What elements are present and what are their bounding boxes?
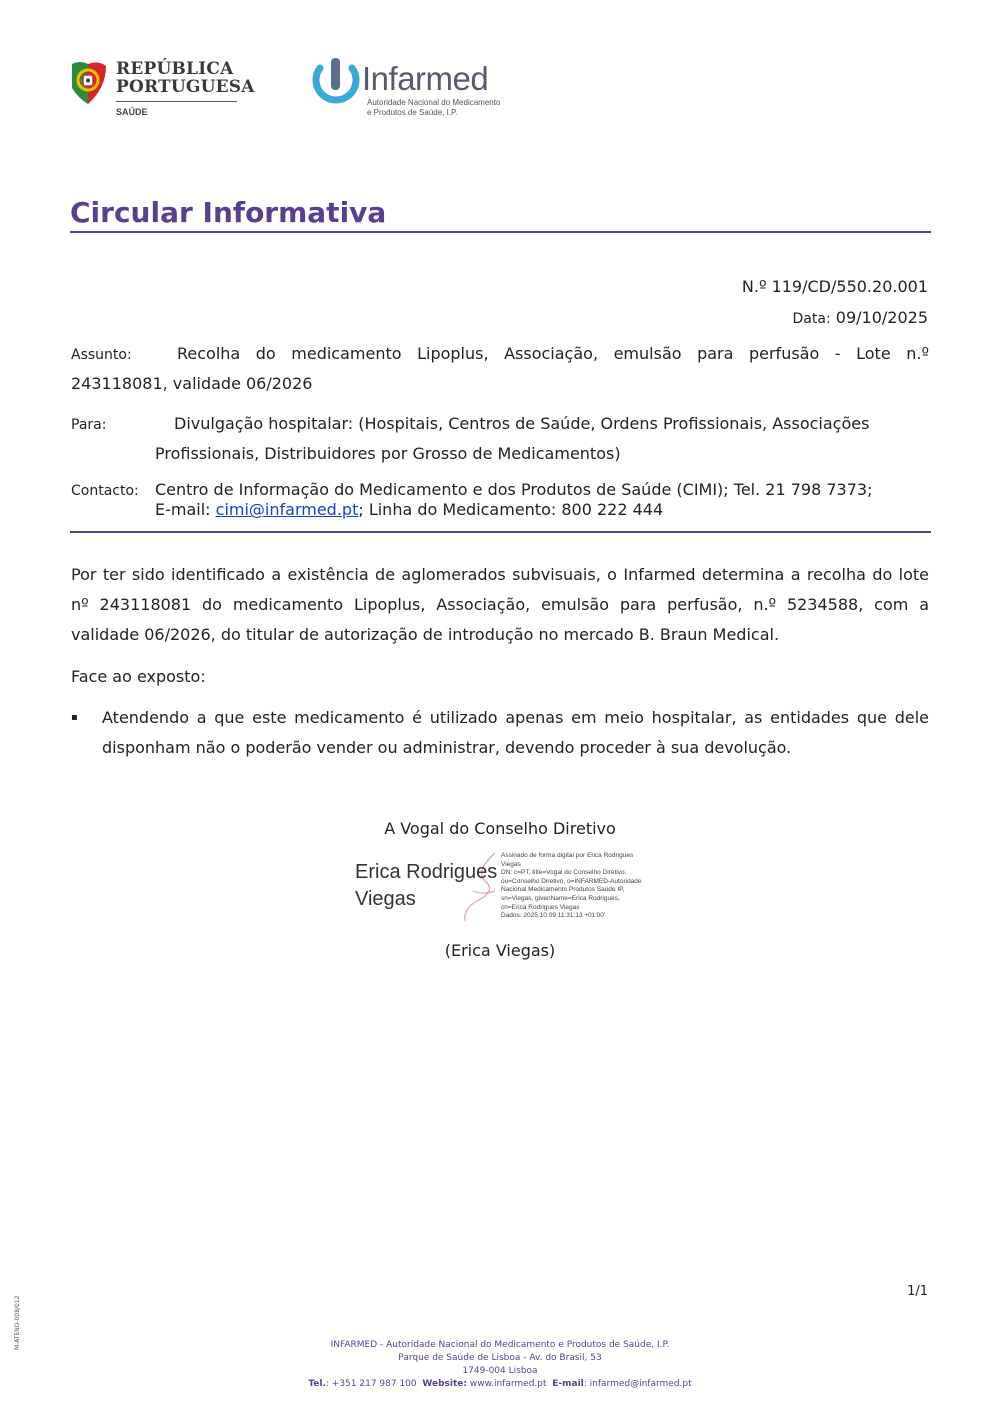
circular-date <box>793 308 928 327</box>
footer-contacts <box>0 1379 1000 1389</box>
rp-logo-sub: SAÚDE <box>116 107 148 117</box>
signature-detail-line: Dados: 2025.10.09 11:31:13 +01'00' <box>501 912 606 920</box>
signature-name-line2: Viegas <box>355 888 416 910</box>
republica-portuguesa-logo <box>70 56 255 122</box>
contacto-label: Contacto: <box>71 483 139 499</box>
signature-detail-line: Viegas <box>501 860 521 868</box>
signature-detail-line: sn=Viegas, givenName=Erica Rodrigues, <box>501 894 620 902</box>
signature-detail-line: Nacional Medicamento Produtos Saúde IP, <box>501 886 625 894</box>
signature-detail-line: DN: c=PT, title=Vogal do Conselho Diretivo, <box>501 869 627 877</box>
footer-email-label: E-mail <box>552 1379 584 1389</box>
bullet-list <box>71 703 929 763</box>
infarmed-logo-tagline1: Autoridade Nacional do Medicamento <box>367 98 501 107</box>
infarmed-logo-name: Infarmed <box>362 60 489 97</box>
form-code: M-ATEND-008/012 <box>14 1295 21 1350</box>
cimi-email-link[interactable]: cimi@infarmed.pt <box>215 500 359 519</box>
email-prefix: E-mail: <box>155 500 216 519</box>
date-value: 09/10/2025 <box>835 308 928 327</box>
rp-logo-divider <box>116 101 237 102</box>
footer-tel-value: : +351 217 987 100 <box>325 1379 417 1389</box>
bullet-text: Atendendo a que este medicamento é utilizado apenas em meio hospitalar, as entidades que dele disponham não o poderão vender ou administrar, devendo proceder à sua devolução. <box>102 708 929 757</box>
header-bottom-divider <box>70 531 931 533</box>
bullet-marker: ▪ <box>71 712 78 723</box>
title-divider <box>70 231 931 233</box>
assunto-text-continued: 243118081, validade 06/2026 <box>71 374 313 393</box>
signature-details <box>501 852 651 921</box>
document-title: Circular Informativa <box>70 196 387 229</box>
para-text-continued: Profissionais, Distribuidores por Grosso de Medicamentos) <box>155 444 621 463</box>
signature-detail-line: cn=Erica Rodrigues Viegas <box>501 903 580 911</box>
list-item <box>71 703 929 763</box>
signature-name-line1: Erica Rodrigues <box>355 861 498 883</box>
assunto-section <box>71 339 929 399</box>
footer-tel-label: Tel. <box>308 1379 326 1389</box>
body-paragraph-1: Por ter sido identificado a existência de aglomerados subvisuais, o Infarmed determina a recolha do lote nº 243118081 do medicamento Lipoplus, Associação, emulsão para perfusão, n.º 5234588, com a validade 06/2026, do titular de autorização de introdução no mercado B. Braun Medical. <box>71 565 929 644</box>
digital-signature <box>355 851 655 923</box>
rp-logo-line2: PORTUGUESA <box>116 77 255 97</box>
portugal-emblem-icon <box>70 58 108 106</box>
signature-name <box>355 859 497 913</box>
signature-detail-line: Assinado de forma digital por Erica Rodrigues <box>501 852 634 859</box>
para-section <box>71 409 929 469</box>
signature-role: A Vogal do Conselho Diretivo <box>384 819 616 838</box>
linha-medicamento: ; Linha do Medicamento: 800 222 444 <box>358 500 664 519</box>
footer-line3: 1749-004 Lisboa <box>462 1366 538 1376</box>
contacto-line1: Centro de Informação do Medicamento e dos Produtos de Saúde (CIMI); Tel. 21 798 7373; <box>155 480 873 499</box>
footer-website-link[interactable]: www.infarmed.pt <box>469 1379 547 1389</box>
contacto-line2 <box>155 500 933 520</box>
footer-line2: Parque de Saúde de Lisboa - Av. do Brasil, 53 <box>398 1353 602 1363</box>
infarmed-logo <box>312 56 502 122</box>
page-number: 1/1 <box>907 1284 928 1299</box>
infarmed-logo-tagline2: e Produtos de Saúde, I.P. <box>367 108 458 117</box>
signature-detail-line: ou=Conselho Diretivo, o=INFARMED-Autoridade <box>501 877 642 885</box>
date-label: Data: <box>792 311 831 327</box>
contacto-section <box>71 480 933 520</box>
body-paragraph-2: Face ao exposto: <box>71 667 206 686</box>
assunto-text: Recolha do medicamento Lipoplus, Associação, emulsão para perfusão - Lote n.º <box>177 344 929 363</box>
footer-line1: INFARMED - Autoridade Nacional do Medicamento e Produtos de Saúde, I.P. <box>330 1340 670 1350</box>
rp-logo-line1: REPÚBLICA <box>116 59 234 79</box>
footer-email-value: : infarmed@infarmed.pt <box>583 1379 692 1389</box>
footer-website-label: Website: <box>422 1379 467 1389</box>
para-text: Divulgação hospitalar: (Hospitais, Centros de Saúde, Ordens Profissionais, Associações <box>174 414 870 433</box>
signature-printed-name: (Erica Viegas) <box>444 941 556 960</box>
para-label: Para: <box>71 417 107 433</box>
circular-number: N.º 119/CD/550.20.001 <box>741 277 928 296</box>
assunto-label: Assunto: <box>71 347 132 363</box>
infarmed-mark-icon <box>312 56 360 108</box>
